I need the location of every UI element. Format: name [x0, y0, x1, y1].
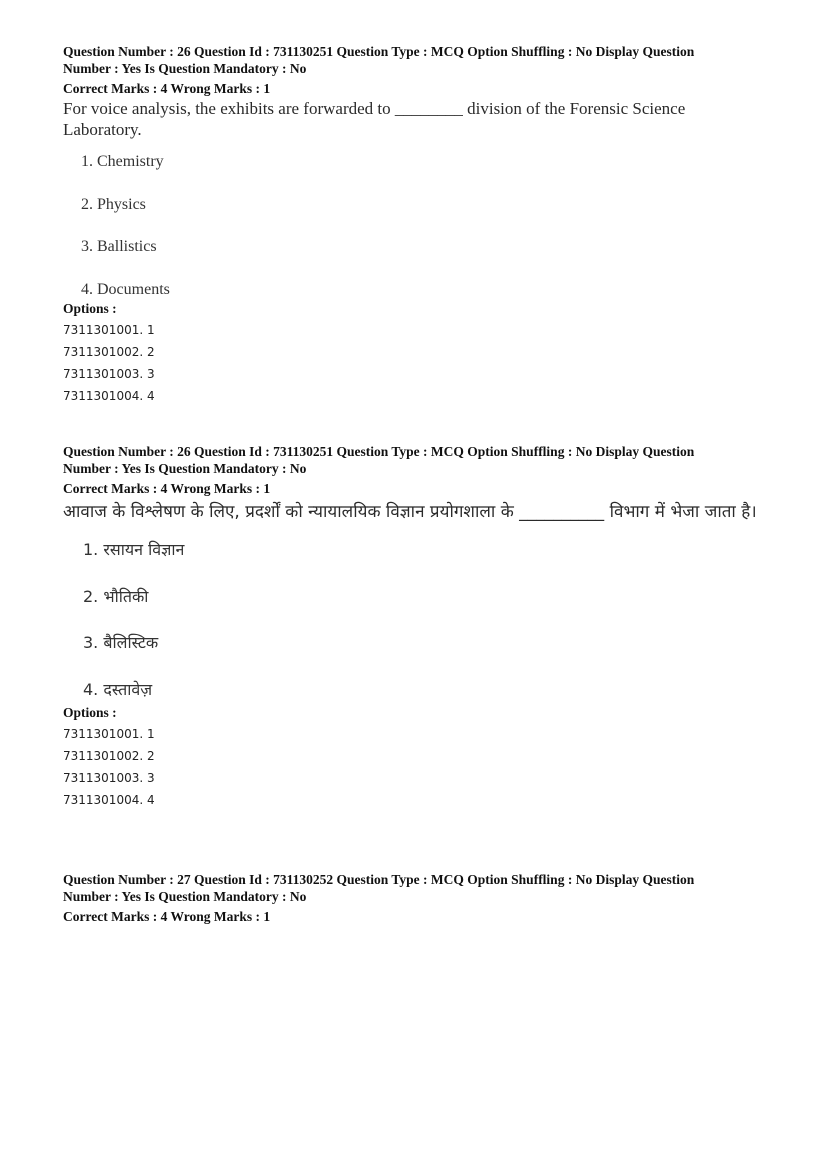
question-text: For voice analysis, the exhibits are forwarded to ________ division of the Forensic Science Laboratory.	[63, 99, 686, 139]
question-meta-line2: Number : Yes Is Question Mandatory : No	[63, 61, 307, 76]
question-marks: Correct Marks : 4 Wrong Marks : 1	[63, 81, 271, 96]
question-block-26-hindi	[63, 443, 763, 811]
choice-item: 1. रसायन विज्ञान	[83, 540, 185, 559]
choice-item: 3. बैलिस्टिक	[83, 633, 159, 652]
question-meta	[63, 871, 763, 905]
question-meta	[63, 43, 763, 77]
option-item: 7311301003. 3	[63, 770, 155, 785]
question-meta-line1: Question Number : 26 Question Id : 731130251 Question Type : MCQ Option Shuffling : No Display Question	[63, 444, 695, 459]
option-item: 7311301003. 3	[63, 366, 155, 381]
question-block-26-english	[63, 43, 763, 407]
choice-item: 3. Ballistics	[81, 238, 157, 255]
choice-item: 2. Physics	[81, 195, 146, 213]
choice-item: 4. Documents	[81, 280, 170, 298]
choice-list	[81, 152, 763, 300]
choice-list	[83, 538, 763, 704]
choice-item: 4. दस्तावेज़	[83, 679, 153, 699]
option-item: 7311301004. 4	[63, 792, 155, 807]
question-marks: Correct Marks : 4 Wrong Marks : 1	[63, 481, 271, 496]
question-text: आवाज के विश्लेषण के लिए, प्रदर्शों को न्यायालयिक विज्ञान प्रयोगशाला के __________ विभाग में भेजा जाता है।	[63, 502, 757, 522]
question-meta-line1: Question Number : 26 Question Id : 731130251 Question Type : MCQ Option Shuffling : No Display Question	[63, 44, 695, 59]
question-meta-line1: Question Number : 27 Question Id : 731130252 Question Type : MCQ Option Shuffling : No Display Question	[63, 872, 695, 887]
question-meta-line2: Number : Yes Is Question Mandatory : No	[63, 461, 307, 476]
options-list	[63, 723, 763, 811]
question-meta	[63, 443, 763, 477]
options-label: Options :	[63, 704, 117, 720]
question-block-27	[63, 871, 763, 925]
question-meta-line2: Number : Yes Is Question Mandatory : No	[63, 889, 307, 904]
option-item: 7311301001. 1	[63, 322, 155, 337]
choice-item: 2. भौतिकी	[83, 586, 149, 606]
options-label: Options :	[63, 300, 117, 316]
option-item: 7311301002. 2	[63, 344, 155, 359]
option-item: 7311301001. 1	[63, 726, 155, 741]
question-marks: Correct Marks : 4 Wrong Marks : 1	[63, 909, 271, 924]
option-item: 7311301004. 4	[63, 388, 155, 403]
choice-item: 1. Chemistry	[81, 153, 164, 170]
option-item: 7311301002. 2	[63, 748, 155, 763]
options-list	[63, 319, 763, 407]
